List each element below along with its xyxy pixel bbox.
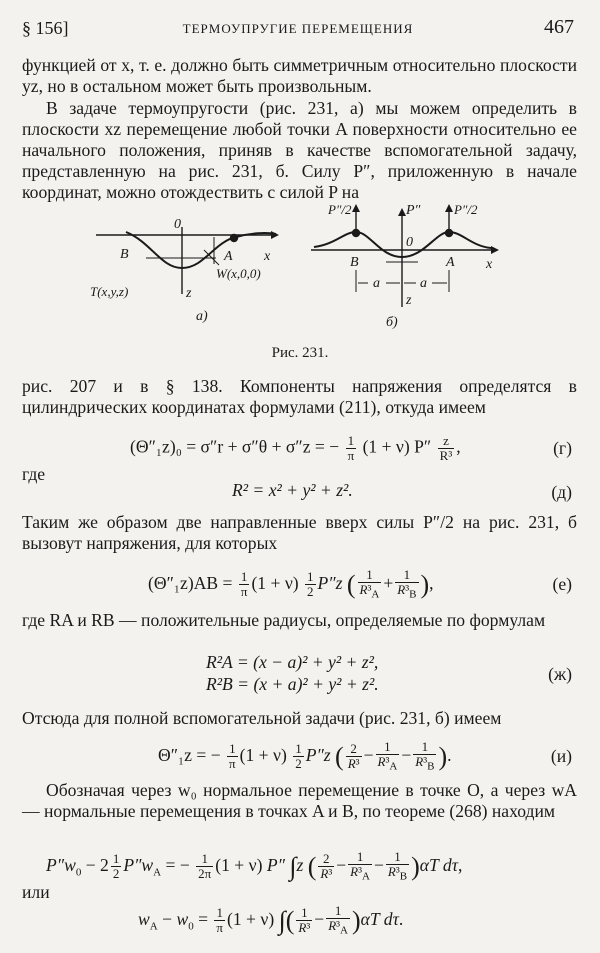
section-number: § 156]	[22, 18, 69, 38]
paragraph-2: В задаче термоупругости (рис. 231, а) мы можем определить в плоскости xz перемещение любой точки A поверхности относительно ее начального положения, приняв в качестве вспомогательной задачу, представленную на рис. 231, б. Силу P″, приложенную в начале координат, можно отождествить с силой P на	[22, 98, 577, 202]
paragraph-6: Отсюда для полной вспомогательной задачи (рис. 231, б) имеем	[22, 708, 502, 728]
eq-zh-tag: (ж)	[548, 664, 572, 684]
label-x-b: x	[486, 257, 493, 272]
label-b-sub: б)	[386, 315, 398, 330]
eq-i-tag: (и)	[550, 746, 572, 766]
eq-e-tag: (е)	[552, 574, 572, 594]
eq-g-frac2: $\frac{z}{\text{R³}}$	[439, 433, 453, 463]
deformed-surface-a	[126, 232, 276, 268]
label-P2-left: P″/2	[328, 202, 352, 217]
label-a-left: a	[373, 276, 380, 291]
equation-e: (Θ″₁z)AB = $\frac{1}{\pi}$ (1 + ν) $\frac{1}{2}$ P″z ( $\frac{1}{R^3_A}$ + $\frac{1}{R^3_B}$ ), (е)	[148, 567, 572, 601]
paragraph-3: рис. 207 и в § 138. Компоненты напряжения определятся в цилиндрических координатах формулами (211), откуда имеем	[22, 376, 577, 417]
label-W: W(x,0,0)	[216, 266, 261, 281]
eq-zh-line2: R²B = (x + a)² + y² + z².	[206, 674, 379, 694]
paragraph-7: Обозначая через w₀ нормальное перемещение в точке O, а через wA — нормальные перемещения в точках A и B, по теореме (268) находим	[22, 780, 577, 821]
eq-i-lhs: Θ″₁z = −	[158, 744, 221, 765]
label-B-b: B	[350, 255, 359, 270]
figure-b	[311, 204, 499, 307]
paragraph-5: где RA и RB — положительные радиусы, определяемые по формулам	[22, 610, 546, 630]
equation-d	[0, 480, 600, 504]
equation-g: (Θ″₁z)₀ = σ″r + σ″θ + σ″z = − $\frac{1}{\pi}$ (1 + ν) P″ $\frac{z}{\text{R³}}$ , (г)	[130, 433, 572, 463]
equation-i: Θ″₁z = − $\frac{1}{\pi}$ (1 + ν) $\frac{1}{2}$ P″z ( $\frac{2}{\text{R³}}$ − $\frac{1}{R^3_A}$ − $\frac{1}{R^3_B}$ ). (и)	[158, 739, 572, 773]
figure-a-labels	[90, 217, 271, 324]
eq-g-lhs: (Θ″₁z)₀ = σ″r + σ″θ + σ″z = −	[130, 436, 340, 457]
page-number: 467	[544, 16, 574, 38]
equation-integral-1: $P''w_0 - 2$ $\frac{1}{2}$ $P''w_A$ = − $\frac{1}{2\pi}$ (1 + ν) P″ ∫z ( $\frac{2}{\text{R³}}$ − $\frac{1}{R^3_A}$ − $\frac{1}{R^3_B}$ )αT dτ,	[46, 849, 463, 883]
eq-d-tag: (д)	[551, 482, 572, 502]
header-title: ТЕРМОУПРУГИЕ ПЕРЕМЕЩЕНИЯ	[182, 21, 414, 36]
eq-d-text: R² = x² + y² + z².	[232, 480, 353, 500]
equation-integral-2: $w_A - w_0$ = $\frac{1}{\pi}$ (1 + ν) ∫( $\frac{1}{\text{R³}}$ − $\frac{1}{R^3_A}$ )αT dτ.	[138, 903, 404, 937]
label-z-b: z	[406, 293, 412, 308]
paragraph-4: Таким же образом две направленные вверх силы P″/2 на рис. 231, б вызовут напряжения, для которых	[22, 512, 577, 553]
equation-zh	[0, 652, 600, 700]
label-P2-right: P″/2	[454, 202, 478, 217]
label-z-a: z	[186, 286, 192, 301]
label-a-right: a	[420, 276, 427, 291]
label-A-b: A	[446, 255, 455, 270]
figure-caption: Рис. 231.	[271, 345, 329, 361]
label-T: T(x,y,z)	[90, 284, 129, 299]
figure-b-labels	[327, 202, 493, 330]
label-O-a: 0	[174, 217, 181, 232]
paragraph-1: функцией от x, т. е. должно быть симметричным относительно плоскости yz, но в остальном может быть произвольным.	[22, 55, 577, 96]
label-B-a: B	[120, 247, 129, 262]
eq-g-mid: (1 + ν) P″	[362, 436, 432, 457]
label-x-a: x	[264, 249, 271, 264]
eq-g-frac1: $\frac{1}{\pi}$	[347, 433, 355, 463]
label-A-a: A	[224, 249, 233, 264]
eq-zh-line1: R²A = (x − a)² + y² + z²,	[206, 652, 379, 672]
running-header	[22, 18, 574, 42]
label-a-sub: а)	[196, 309, 208, 324]
eq-g-tag: (г)	[553, 438, 572, 458]
word-ili: или	[22, 882, 50, 902]
word-gde-1: где	[22, 464, 46, 484]
eq-e-lhs: (Θ″₁z)AB =	[148, 572, 233, 593]
label-P: P″	[406, 203, 421, 218]
label-O-b: 0	[406, 235, 413, 250]
figure-231	[86, 202, 506, 337]
